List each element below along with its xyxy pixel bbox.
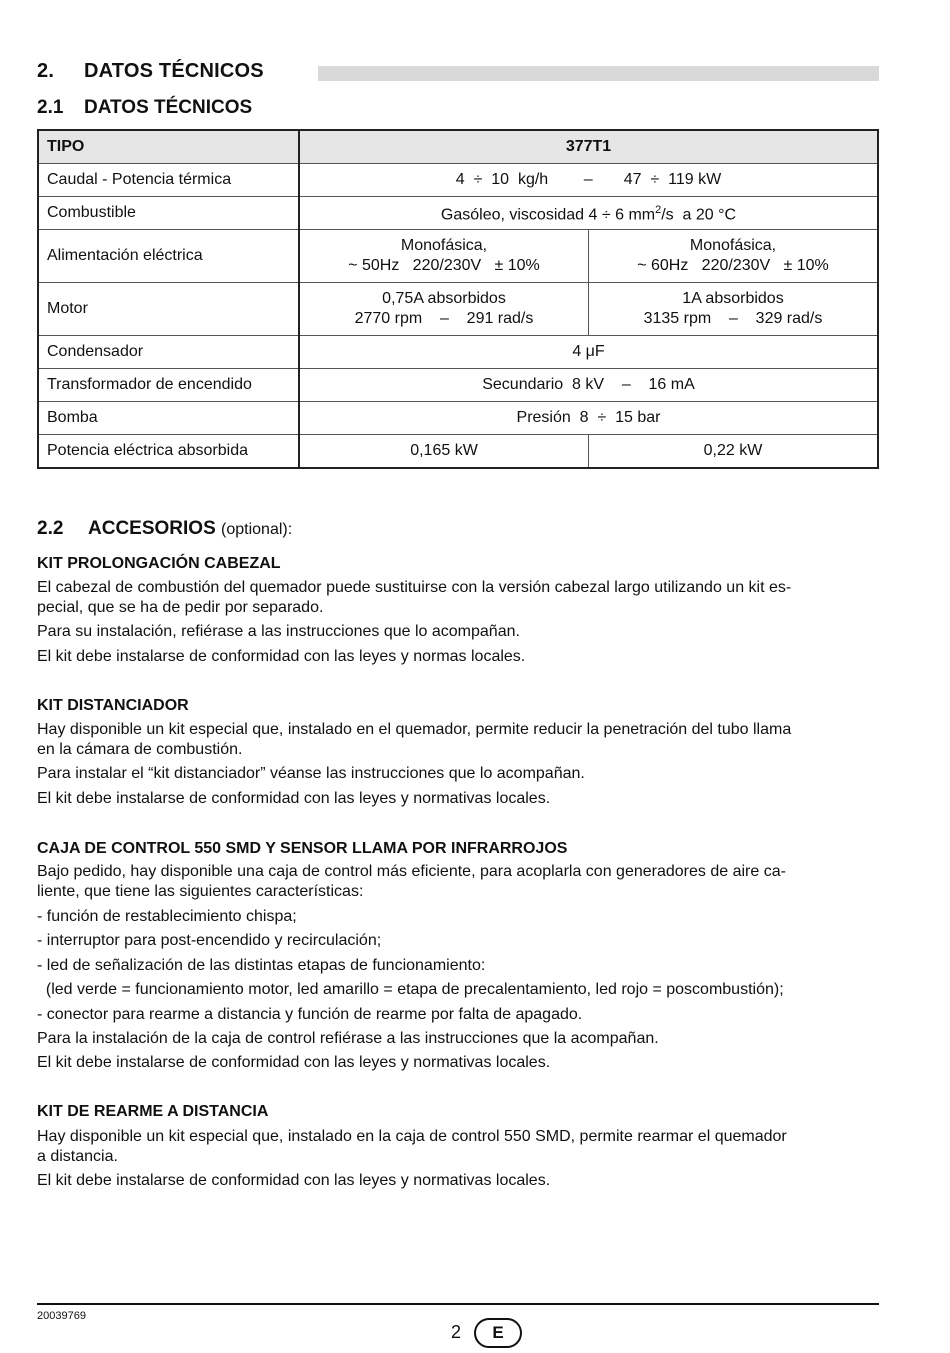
cell-value-60hz bbox=[589, 230, 879, 283]
accessories-heading bbox=[37, 518, 292, 540]
list-item: - función de restablecimiento chispa; bbox=[37, 908, 297, 925]
paragraph: El kit debe instalarse de conformidad con las leyes y normativas locales. bbox=[37, 790, 551, 807]
cell-value: 4 μF bbox=[299, 336, 878, 369]
cell-value-superscript: 2 bbox=[655, 204, 662, 217]
paragraph: a distancia. bbox=[37, 1148, 118, 1165]
section-heading bbox=[37, 60, 264, 83]
cell-value-main: Gasóleo, viscosidad 4 ÷ 6 mm bbox=[440, 206, 656, 224]
table-row-condensador bbox=[38, 336, 878, 369]
paragraph: en la cámara de combustión. bbox=[37, 741, 243, 758]
paragraph: Para su instalación, refiérase a las instrucciones que lo acompañan. bbox=[37, 623, 520, 640]
accessories-title: ACCESORIOS bbox=[88, 518, 216, 539]
cell-label: Condensador bbox=[38, 336, 299, 369]
paragraph: Para instalar el “kit distanciador” véanse las instrucciones que lo acompañan. bbox=[37, 765, 585, 782]
subsection-number: 2.1 bbox=[37, 97, 64, 118]
cell-line: Monofásica, bbox=[400, 237, 488, 254]
table-row-transformador bbox=[38, 369, 878, 402]
paragraph: Hay disponible un kit especial que, instalado en el quemador, permite reducir la penetración del tubo llama bbox=[37, 721, 792, 738]
cell-label: Combustible bbox=[38, 197, 299, 230]
paragraph: liente, que tiene las siguientes características: bbox=[37, 883, 364, 900]
list-item: - conector para rearme a distancia y función de rearme por falta de apagado. bbox=[37, 1006, 583, 1023]
table-row-caudal bbox=[38, 164, 878, 197]
table-row-combustible bbox=[38, 197, 878, 230]
paragraph: Hay disponible un kit especial que, instalado en la caja de control 550 SMD, permite rearmar el quemador bbox=[37, 1128, 787, 1145]
cell-value bbox=[299, 197, 878, 230]
footer-divider bbox=[37, 1303, 879, 1305]
subsection-heading bbox=[37, 97, 252, 119]
cell-value-60hz: 0,22 kW bbox=[589, 435, 879, 469]
cell-label: Potencia eléctrica absorbida bbox=[38, 435, 299, 469]
cell-line: 3135 rpm – 329 rad/s bbox=[643, 310, 823, 327]
kit-title: KIT DE REARME A DISTANCIA bbox=[37, 1103, 269, 1120]
table-row-bomba bbox=[38, 402, 878, 435]
cell-label: Bomba bbox=[38, 402, 299, 435]
accessories-number: 2.2 bbox=[37, 518, 64, 539]
table-row-tipo bbox=[38, 130, 878, 164]
table-row-potencia bbox=[38, 435, 878, 469]
paragraph: El kit debe instalarse de conformidad con las leyes y normativas locales. bbox=[37, 1054, 551, 1071]
cell-label: TIPO bbox=[38, 130, 299, 164]
paragraph: El kit debe instalarse de conformidad con las leyes y normativas locales. bbox=[37, 1172, 551, 1189]
technical-data-table bbox=[37, 129, 879, 469]
kit-title: KIT DISTANCIADOR bbox=[37, 697, 189, 714]
cell-line: ~ 60Hz 220/230V ± 10% bbox=[637, 257, 829, 274]
cell-value-unit: /s a 20 °C bbox=[661, 206, 737, 224]
list-item: (led verde = funcionamiento motor, led amarillo = etapa de precalentamiento, led rojo = poscombustión); bbox=[37, 981, 784, 998]
paragraph: Para la instalación de la caja de control refiérase a las instrucciones que la acompañan. bbox=[37, 1030, 659, 1047]
language-badge: E bbox=[474, 1318, 522, 1348]
table-row-motor bbox=[38, 283, 878, 336]
cell-value-50hz bbox=[299, 283, 589, 336]
section-title: DATOS TÉCNICOS bbox=[84, 60, 264, 82]
list-item: - interruptor para post-encendido y recirculación; bbox=[37, 932, 382, 949]
cell-value: 4 ÷ 10 kg/h – 47 ÷ 119 kW bbox=[299, 164, 878, 197]
table-row-alimentacion bbox=[38, 230, 878, 283]
cell-line: ~ 50Hz 220/230V ± 10% bbox=[348, 257, 540, 274]
document-number: 20039769 bbox=[37, 1310, 86, 1322]
paragraph: pecial, que se ha de pedir por separado. bbox=[37, 599, 324, 616]
cell-value-50hz: 0,165 kW bbox=[299, 435, 589, 469]
cell-value: Secundario 8 kV – 16 mA bbox=[299, 369, 878, 402]
cell-label: Motor bbox=[38, 283, 299, 336]
paragraph: El cabezal de combustión del quemador puede sustituirse con la versión cabezal largo utilizando un kit es- bbox=[37, 579, 792, 596]
cell-label: Caudal - Potencia térmica bbox=[38, 164, 299, 197]
paragraph: El kit debe instalarse de conformidad con las leyes y normas locales. bbox=[37, 648, 526, 665]
section-number: 2. bbox=[37, 60, 55, 82]
cell-value-60hz bbox=[589, 283, 879, 336]
kit-title: CAJA DE CONTROL 550 SMD Y SENSOR LLAMA POR INFRARROJOS bbox=[37, 840, 568, 857]
cell-value: 377T1 bbox=[299, 130, 878, 164]
cell-label: Transformador de encendido bbox=[38, 369, 299, 402]
list-item: - led de señalización de las distintas etapas de funcionamiento: bbox=[37, 957, 486, 974]
cell-line: Monofásica, bbox=[689, 237, 777, 254]
cell-value: Presión 8 ÷ 15 bar bbox=[299, 402, 878, 435]
subsection-title: DATOS TÉCNICOS bbox=[84, 97, 253, 118]
cell-value-50hz bbox=[299, 230, 589, 283]
cell-line: 1A absorbidos bbox=[682, 290, 784, 307]
kit-title: KIT PROLONGACIÓN CABEZAL bbox=[37, 555, 281, 572]
paragraph: Bajo pedido, hay disponible una caja de control más eficiente, para acoplarla con generadores de aire ca- bbox=[37, 863, 786, 880]
cell-line: 2770 rpm – 291 rad/s bbox=[354, 310, 534, 327]
cell-line: 0,75A absorbidos bbox=[382, 290, 506, 307]
accessories-optional: (optional): bbox=[221, 521, 293, 538]
cell-label: Alimentación eléctrica bbox=[38, 230, 299, 283]
page-number: 2 bbox=[451, 1322, 462, 1342]
heading-bar bbox=[318, 66, 879, 81]
